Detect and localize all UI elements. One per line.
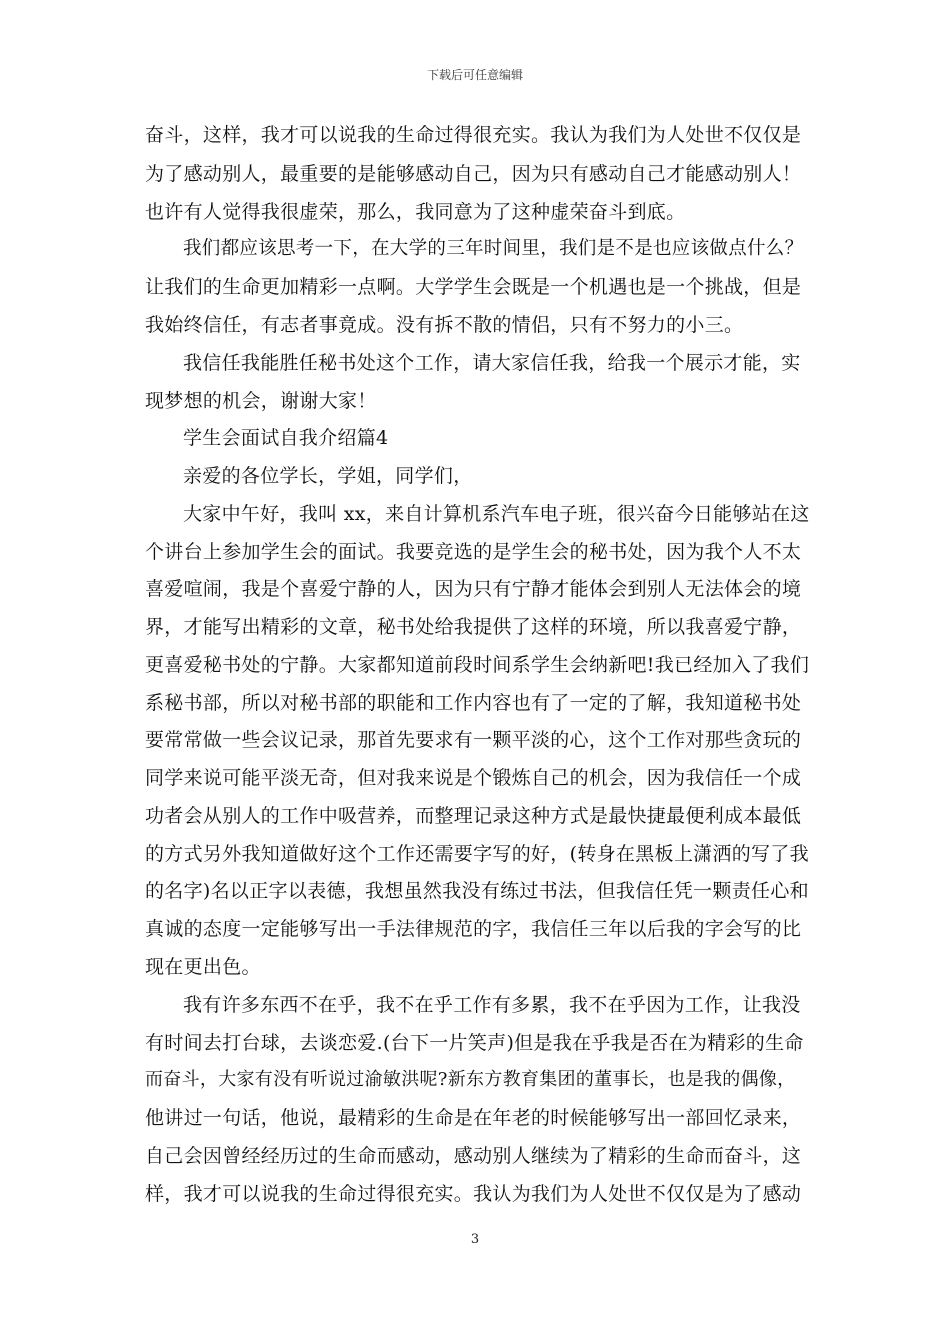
text-line: 界，才能写出精彩的文章，秘书处给我提供了这样的环境，所以我喜爱宁静，	[145, 616, 802, 638]
text-line: 真诚的态度一定能够写出一手法律规范的字，我信任三年以后我的字会写的比	[145, 918, 802, 940]
text-line: 样，我才可以说我的生命过得很充实。我认为我们为人处世不仅仅是为了感动	[145, 1183, 802, 1205]
page-number: 3	[470, 1232, 480, 1247]
text-line: 我有许多东西不在乎，我不在乎工作有多累，我不在乎因为工作，让我没	[183, 994, 801, 1016]
text-line: 我们都应该思考一下，在大学的三年时间里，我们是不是也应该做点什么？	[183, 238, 804, 259]
text-line: 喜爱喧闹，我是个喜爱宁静的人，因为只有宁静才能体会到别人无法体会的境	[145, 578, 802, 600]
text-line: 的方式另外我知道做好这个工作还需要字写的好，(转身在黑板上潇洒的写了我	[145, 843, 809, 865]
text-line: 系秘书部，所以对秘书部的职能和工作内容也有了一定的了解，我知道秘书处	[145, 692, 802, 714]
section-heading: 学生会面试自我介绍篇4	[183, 427, 389, 449]
text-line: 有时间去打台球，去谈恋爱.(台下一片笑声)但是我在乎我是否在为精彩的生命	[145, 1032, 804, 1054]
text-line: 也许有人觉得我很虚荣，那么，我同意为了这种虚荣奋斗到底。	[145, 201, 686, 223]
text-line: 大家中午好，我叫 xx，来自计算机系汽车电子班，很兴奋今日能够站在这	[183, 503, 810, 525]
text-line: 个讲台上参加学生会的面试。我要竞选的是学生会的秘书处，因为我个人不太	[145, 541, 802, 563]
salutation: 亲爱的各位学长，学姐，同学们，	[183, 465, 473, 487]
text-line: 而奋斗，大家有没有听说过渝敏洪呢?新东方教育集团的董事长，也是我的偶像，	[145, 1069, 796, 1090]
text-line: 更喜爱秘书处的宁静。大家都知道前段时间系学生会纳新吧!我已经加入了我们	[145, 654, 810, 676]
text-line: 的名字)名以正字以表德，我想虽然我没有练过书法，但我信任凭一颗责任心和	[145, 880, 809, 902]
text-line: 现在更出色。	[145, 956, 261, 978]
text-line: 要常常做一些会议记录，那首先要求有一颗平淡的心，这个工作对那些贪玩的	[145, 729, 802, 751]
text-line: 让我们的生命更加精彩一点啊。大学学生会既是一个机遇也是一个挑战，但是	[145, 276, 802, 298]
page-header: 下载后可任意编辑	[426, 68, 523, 82]
text-line: 现梦想的机会，谢谢大家！	[145, 390, 377, 412]
text-line: 奋斗，这样，我才可以说我的生命过得很充实。我认为我们为人处世不仅仅是	[145, 124, 802, 146]
text-line: 他讲过一句话，他说，最精彩的生命是在年老的时候能够写出一部回忆录来，	[145, 1107, 802, 1129]
text-line: 自己会因曾经经历过的生命而感动，感动别人继续为了精彩的生命而奋斗，这	[145, 1145, 802, 1167]
text-line: 我信任我能胜任秘书处这个工作，请大家信任我，给我一个展示才能，实	[183, 352, 801, 374]
text-line: 为了感动别人，最重要的是能够感动自己，因为只有感动自己才能感动别人！	[145, 163, 802, 185]
text-line: 我始终信任，有志者事竟成。没有拆不散的情侣，只有不努力的小三。	[145, 314, 744, 336]
text-line: 功者会从别人的工作中吸营养，而整理记录这种方式是最快捷最便利成本最低	[145, 805, 802, 827]
text-line: 同学来说可能平淡无奇，但对我来说是个锻炼自己的机会，因为我信任一个成	[145, 767, 802, 789]
